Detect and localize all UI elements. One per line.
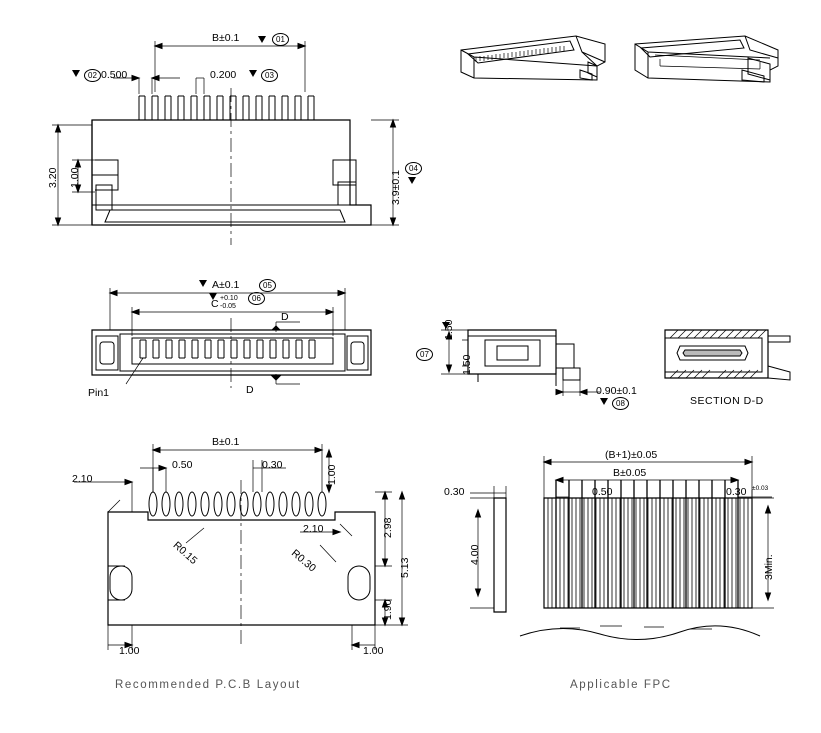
balloon-07: 07: [416, 348, 433, 361]
pcb-pitch-a-dim: 0.50: [172, 459, 193, 471]
pcb-pitch-b-dim: 0.30: [262, 459, 283, 471]
balloon-02: 02: [84, 69, 101, 82]
front-width-dim: B±0.1: [212, 32, 240, 44]
section-label-top: D: [281, 311, 289, 323]
fpc-outer-dim: (B+1)±0.05: [605, 449, 658, 461]
top-overall-dim: A±0.1: [212, 279, 240, 291]
fpc-width-dim: 4.00: [469, 544, 481, 565]
pcb-left-offset-dim: 2.10: [72, 473, 93, 485]
front-height-right-dim: 3.9±0.1: [390, 170, 402, 205]
pcb-layout-caption: Recommended P.C.B Layout: [115, 679, 301, 691]
fpc-edge-dim: 0.30: [726, 486, 747, 498]
pcb-radius-right-label: R0.30: [288, 547, 319, 575]
pcb-radius-left-label: R0.15: [170, 539, 200, 567]
datum-triangle-05: [199, 280, 207, 287]
pcb-b-width-dim: B±0.1: [212, 436, 240, 448]
section-dd-caption: SECTION D-D: [690, 395, 764, 407]
fpc-caption: Applicable FPC: [570, 679, 672, 691]
pcb-inner-offset-dim: 2.10: [303, 523, 324, 535]
datum-triangle-08: [600, 398, 608, 405]
balloon-04: 04: [405, 162, 422, 175]
balloon-05: 05: [259, 279, 276, 292]
datum-triangle-03: [249, 70, 257, 77]
fpc-edge-tol: ±0.03: [752, 485, 769, 492]
front-pitch-inner-dim: 0.200: [210, 69, 237, 81]
front-height-total-dim: 3.20: [47, 167, 59, 188]
top-contact-tol-lower: -0.05: [220, 303, 236, 310]
datum-triangle-04: [408, 177, 416, 184]
balloon-08: 08: [612, 397, 629, 410]
balloon-06: 06: [248, 292, 265, 305]
pcb-pad-top-dim: 1.00: [326, 464, 338, 485]
pcb-total-height-dim: 5.13: [399, 557, 411, 578]
front-height-step-dim: 1.00: [69, 167, 81, 188]
top-contact-dim: C: [211, 298, 219, 310]
pcb-corner-right-dim: 1.00: [363, 645, 384, 657]
pcb-corner-left-dim: 1.00: [119, 645, 140, 657]
datum-triangle-02: [72, 70, 80, 77]
pcb-pad-height-dim: 2.98: [382, 517, 394, 538]
pcb-bottom-offset-dim: 1.90: [382, 599, 394, 620]
balloon-01: 01: [272, 33, 289, 46]
fpc-pitch-dim: 0.50: [592, 486, 613, 498]
datum-triangle-01: [258, 36, 266, 43]
side-height-dim: 1.50: [443, 319, 455, 340]
fpc-thickness-dim: 0.30: [444, 486, 465, 498]
front-pitch-outer-dim: 0.500: [101, 69, 128, 81]
fpc-min-len-dim: 3Min.: [763, 554, 775, 580]
pin1-label: Pin1: [88, 387, 110, 399]
balloon-03: 03: [261, 69, 278, 82]
section-label-bottom: D: [246, 384, 254, 396]
side-depth-dim: 0.90±0.1: [596, 385, 637, 397]
fpc-inner-dim: B±0.05: [613, 467, 647, 479]
top-contact-tol-upper: +0.10: [220, 295, 238, 302]
side-height-low-dim: 1.50: [461, 354, 473, 375]
